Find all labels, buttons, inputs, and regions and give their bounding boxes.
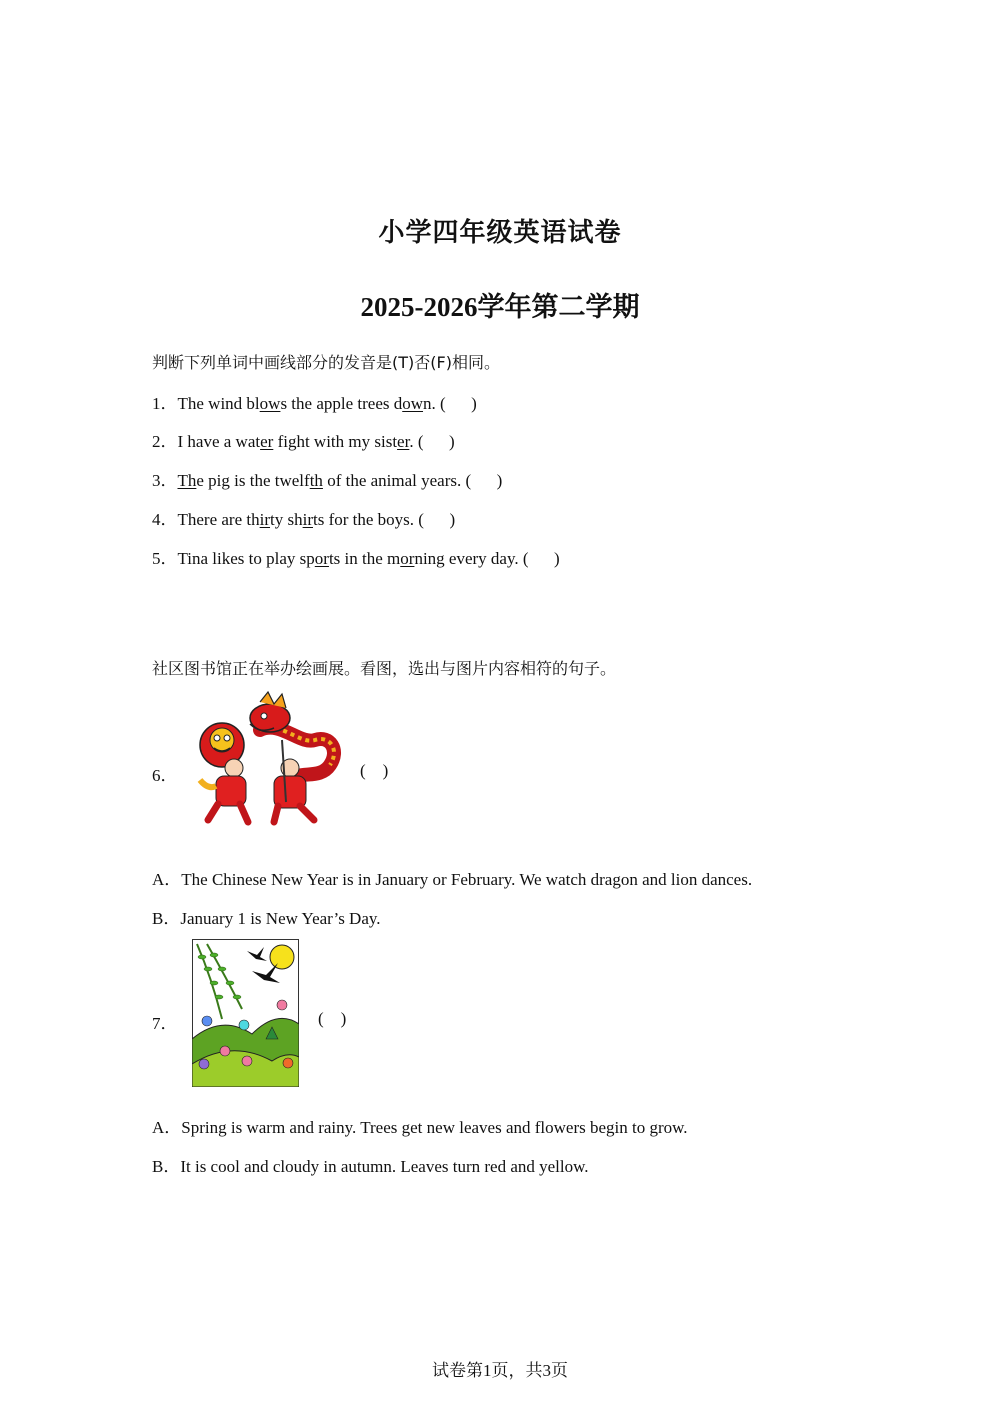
question-6-answer-blank: ( ): [360, 761, 389, 780]
exam-title: 小学四年级英语试卷: [378, 218, 622, 248]
question-6-number: 6．: [152, 766, 178, 785]
question-6-option-a: A．The Chinese New Year is in January or February. We watch dragon and lion dances.: [152, 870, 753, 889]
question-6-option-b: B．January 1 is New Year’s Day.: [152, 909, 381, 928]
question-7-option-b: B．It is cool and cloudy in autumn. Leaves turn red and yellow.: [152, 1157, 589, 1176]
page-footer: 试卷第1页，共3页: [432, 1361, 568, 1380]
dragon-lion-dance-picture: [190, 690, 342, 828]
question-4: 4．There are thirty shirts for the boys. ( ): [152, 510, 456, 529]
question-3: 3．The pig is the twelfth of the animal years. ( ): [152, 471, 503, 490]
exam-subtitle: 2025-2026学年第二学期: [360, 292, 640, 322]
question-7-number: 7．: [152, 1014, 178, 1033]
question-7-answer-blank: ( ): [318, 1009, 347, 1028]
spring-scene-picture: [192, 939, 299, 1087]
section2-instruction: 社区图书馆正在举办绘画展。看图，选出与图片内容相符的句子。: [152, 659, 617, 678]
section1-instruction: 判断下列单词中画线部分的发音是(T)否(F)相同。: [152, 353, 500, 372]
question-5: 5．Tina likes to play sports in the morning every day. ( ): [152, 549, 560, 568]
question-1: 1．The wind blows the apple trees down. ( ): [152, 394, 477, 413]
question-2: 2．I have a water fight with my sister. ( ): [152, 432, 455, 451]
question-7-option-a: A．Spring is warm and rainy. Trees get new leaves and flowers begin to grow.: [152, 1118, 688, 1137]
